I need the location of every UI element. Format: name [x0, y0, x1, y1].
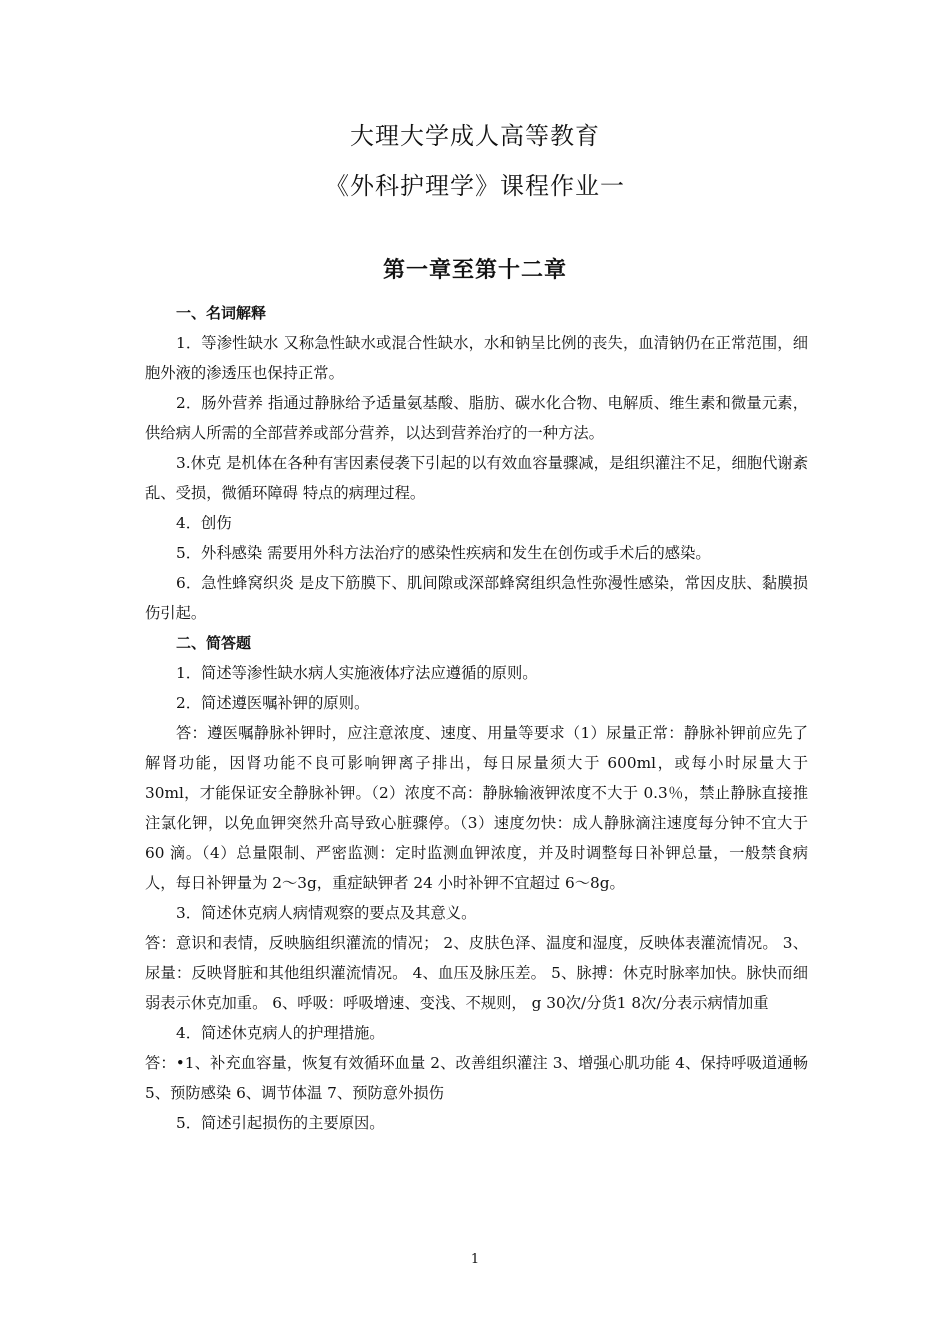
course-title: 《外科护理学》课程作业一	[325, 172, 625, 200]
question-4: 4．简述休克病人的护理措施。	[176, 1024, 385, 1042]
question-5: 5．简述引起损伤的主要原因。	[176, 1114, 385, 1132]
question-2: 2．简述遵医嘱补钾的原则。	[176, 694, 370, 712]
section-heading-questions: 二、简答题	[176, 634, 252, 652]
term-2: 2．肠外营养 指通过静脉给予适量氨基酸、脂肪、碳水化合物、电解质、维生素和微量元素，供给病人所需的全部营养或部分营养，以达到营养治疗的一种方法。	[145, 394, 808, 442]
term-5: 5．外科感染 需要用外科方法治疗的感染性疾病和发生在创伤或手术后的感染。	[176, 544, 711, 562]
chapter-heading: 第一章至第十二章	[382, 258, 567, 283]
term-4: 4．创伤	[176, 514, 232, 532]
question-1: 1．简述等渗性缺水病人实施液体疗法应遵循的原则。	[176, 664, 538, 682]
document-title: 大理大学成人高等教育	[350, 122, 600, 150]
term-3: 3.休克 是机体在各种有害因素侵袭下引起的以有效血容量骤减，是组织灌注不足，细胞代谢紊乱、受损，微循环障碍 特点的病理过程。	[145, 454, 808, 502]
answer-2: 答：遵医嘱静脉补钾时，应注意浓度、速度、用量等要求（1）尿量正常：静脉补钾前应先了解肾功能，因肾功能不良可影响钾离子排出，每日尿量须大于 600ml，或每小时尿量大于 30ml，才能保证安全静脉补钾。（2）浓度不高：静脉输液钾浓度不大于 0.3％，禁止静脉直接推注氯化钾，以免血钾突然升高导致心脏骤停。（3）速度勿快：成人静脉滴注速度每分钟不宜大于 60 滴。（4）总量限制、严密监测：定时监测血钾浓度，并及时调整每日补钾总量，一般禁食病人，每日补钾量为 2～3g，重症缺钾者 24 小时补钾不宜超过 6～8g。	[145, 724, 808, 892]
answer-4: 答：•1、补充血容量，恢复有效循环血量 2、改善组织灌注 3、增强心肌功能 4、保持呼吸道通畅 5、预防感染 6、调节体温 7、预防意外损伤	[145, 1054, 808, 1102]
page-number: 1	[470, 1252, 480, 1267]
answer-3: 答：意识和表情，反映脑组织灌流的情况； 2、皮肤色泽、温度和湿度，反映体表灌流情况。 3、尿量：反映肾脏和其他组织灌流情况。 4、血压及脉压差。 5、脉搏：休克时脉率加快。脉快而细弱表示休克加重。 6、呼吸：呼吸增速、变浅、不规则， g 30次/分货1 8次/分表示病情加重	[145, 934, 808, 1012]
term-6: 6．急性蜂窝织炎 是皮下筋膜下、肌间隙或深部蜂窝组织急性弥漫性感染，常因皮肤、黏膜损伤引起。	[145, 574, 808, 622]
document-body	[145, 298, 808, 1138]
term-1: 1．等渗性缺水 又称急性缺水或混合性缺水，水和钠呈比例的丧失，血清钠仍在正常范围，细胞外液的渗透压也保持正常。	[145, 334, 808, 382]
question-3: 3．简述休克病人病情观察的要点及其意义。	[176, 904, 477, 922]
section-heading-terms: 一、名词解释	[176, 304, 267, 322]
